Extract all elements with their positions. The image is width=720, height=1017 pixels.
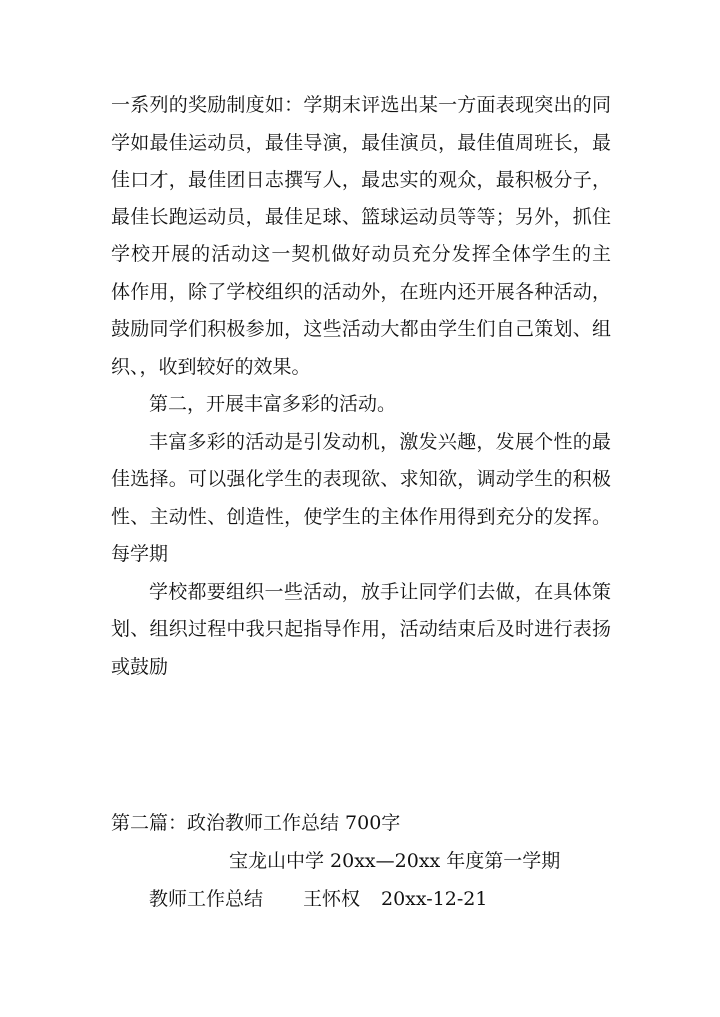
text-line: 一系列的奖励制度如：学期末评选出某一方面表现突出的同	[111, 94, 611, 116]
text-line: 性、主动性、创造性，使学生的主体作用得到充分的发挥。	[111, 506, 611, 528]
section-title: 第二篇：政治教师工作总结 700字	[111, 812, 401, 834]
text-line: 鼓励同学们积极参加，这些活动大都由学生们自己策划、组	[111, 318, 611, 340]
text-line: 佳口才，最佳团日志撰写人，最忠实的观众，最积极分子，	[111, 169, 611, 191]
paragraph-2: 第二，开展丰富多彩的活动。	[149, 393, 397, 415]
text-line: 最佳长跑运动员，最佳足球、篮球运动员等等；另外，抓住	[111, 206, 611, 228]
text-line: 学校开展的活动这一契机做好动员充分发挥全体学生的主	[111, 243, 611, 265]
text-line: 每学期	[111, 543, 169, 565]
text-line: 或鼓励	[111, 656, 169, 678]
document-date: 20xx-12-21	[381, 888, 488, 910]
section-subtitle: 宝龙山中学 20xx—20xx 年度第一学期	[229, 850, 561, 872]
text-line: 佳选择。可以强化学生的表现欲、求知欲，调动学生的积极	[111, 468, 611, 490]
text-line: 体作用，除了学校组织的活动外，在班内还开展各种活动，	[111, 281, 611, 303]
text-line: 丰富多彩的活动是引发动机，激发兴趣，发展个性的最	[149, 431, 611, 453]
text-line: 划、组织过程中我只起指导作用，活动结束后及时进行表扬	[111, 618, 611, 640]
text-line: 学如最佳运动员，最佳导演，最佳演员，最佳值周班长，最	[111, 132, 611, 154]
byline-label: 教师工作总结	[149, 888, 264, 910]
text-line: 学校都要组织一些活动，放手让同学们去做，在具体策	[149, 581, 611, 603]
text-line: 织、，收到较好的效果。	[111, 356, 311, 378]
author-name: 王怀权	[303, 888, 361, 910]
